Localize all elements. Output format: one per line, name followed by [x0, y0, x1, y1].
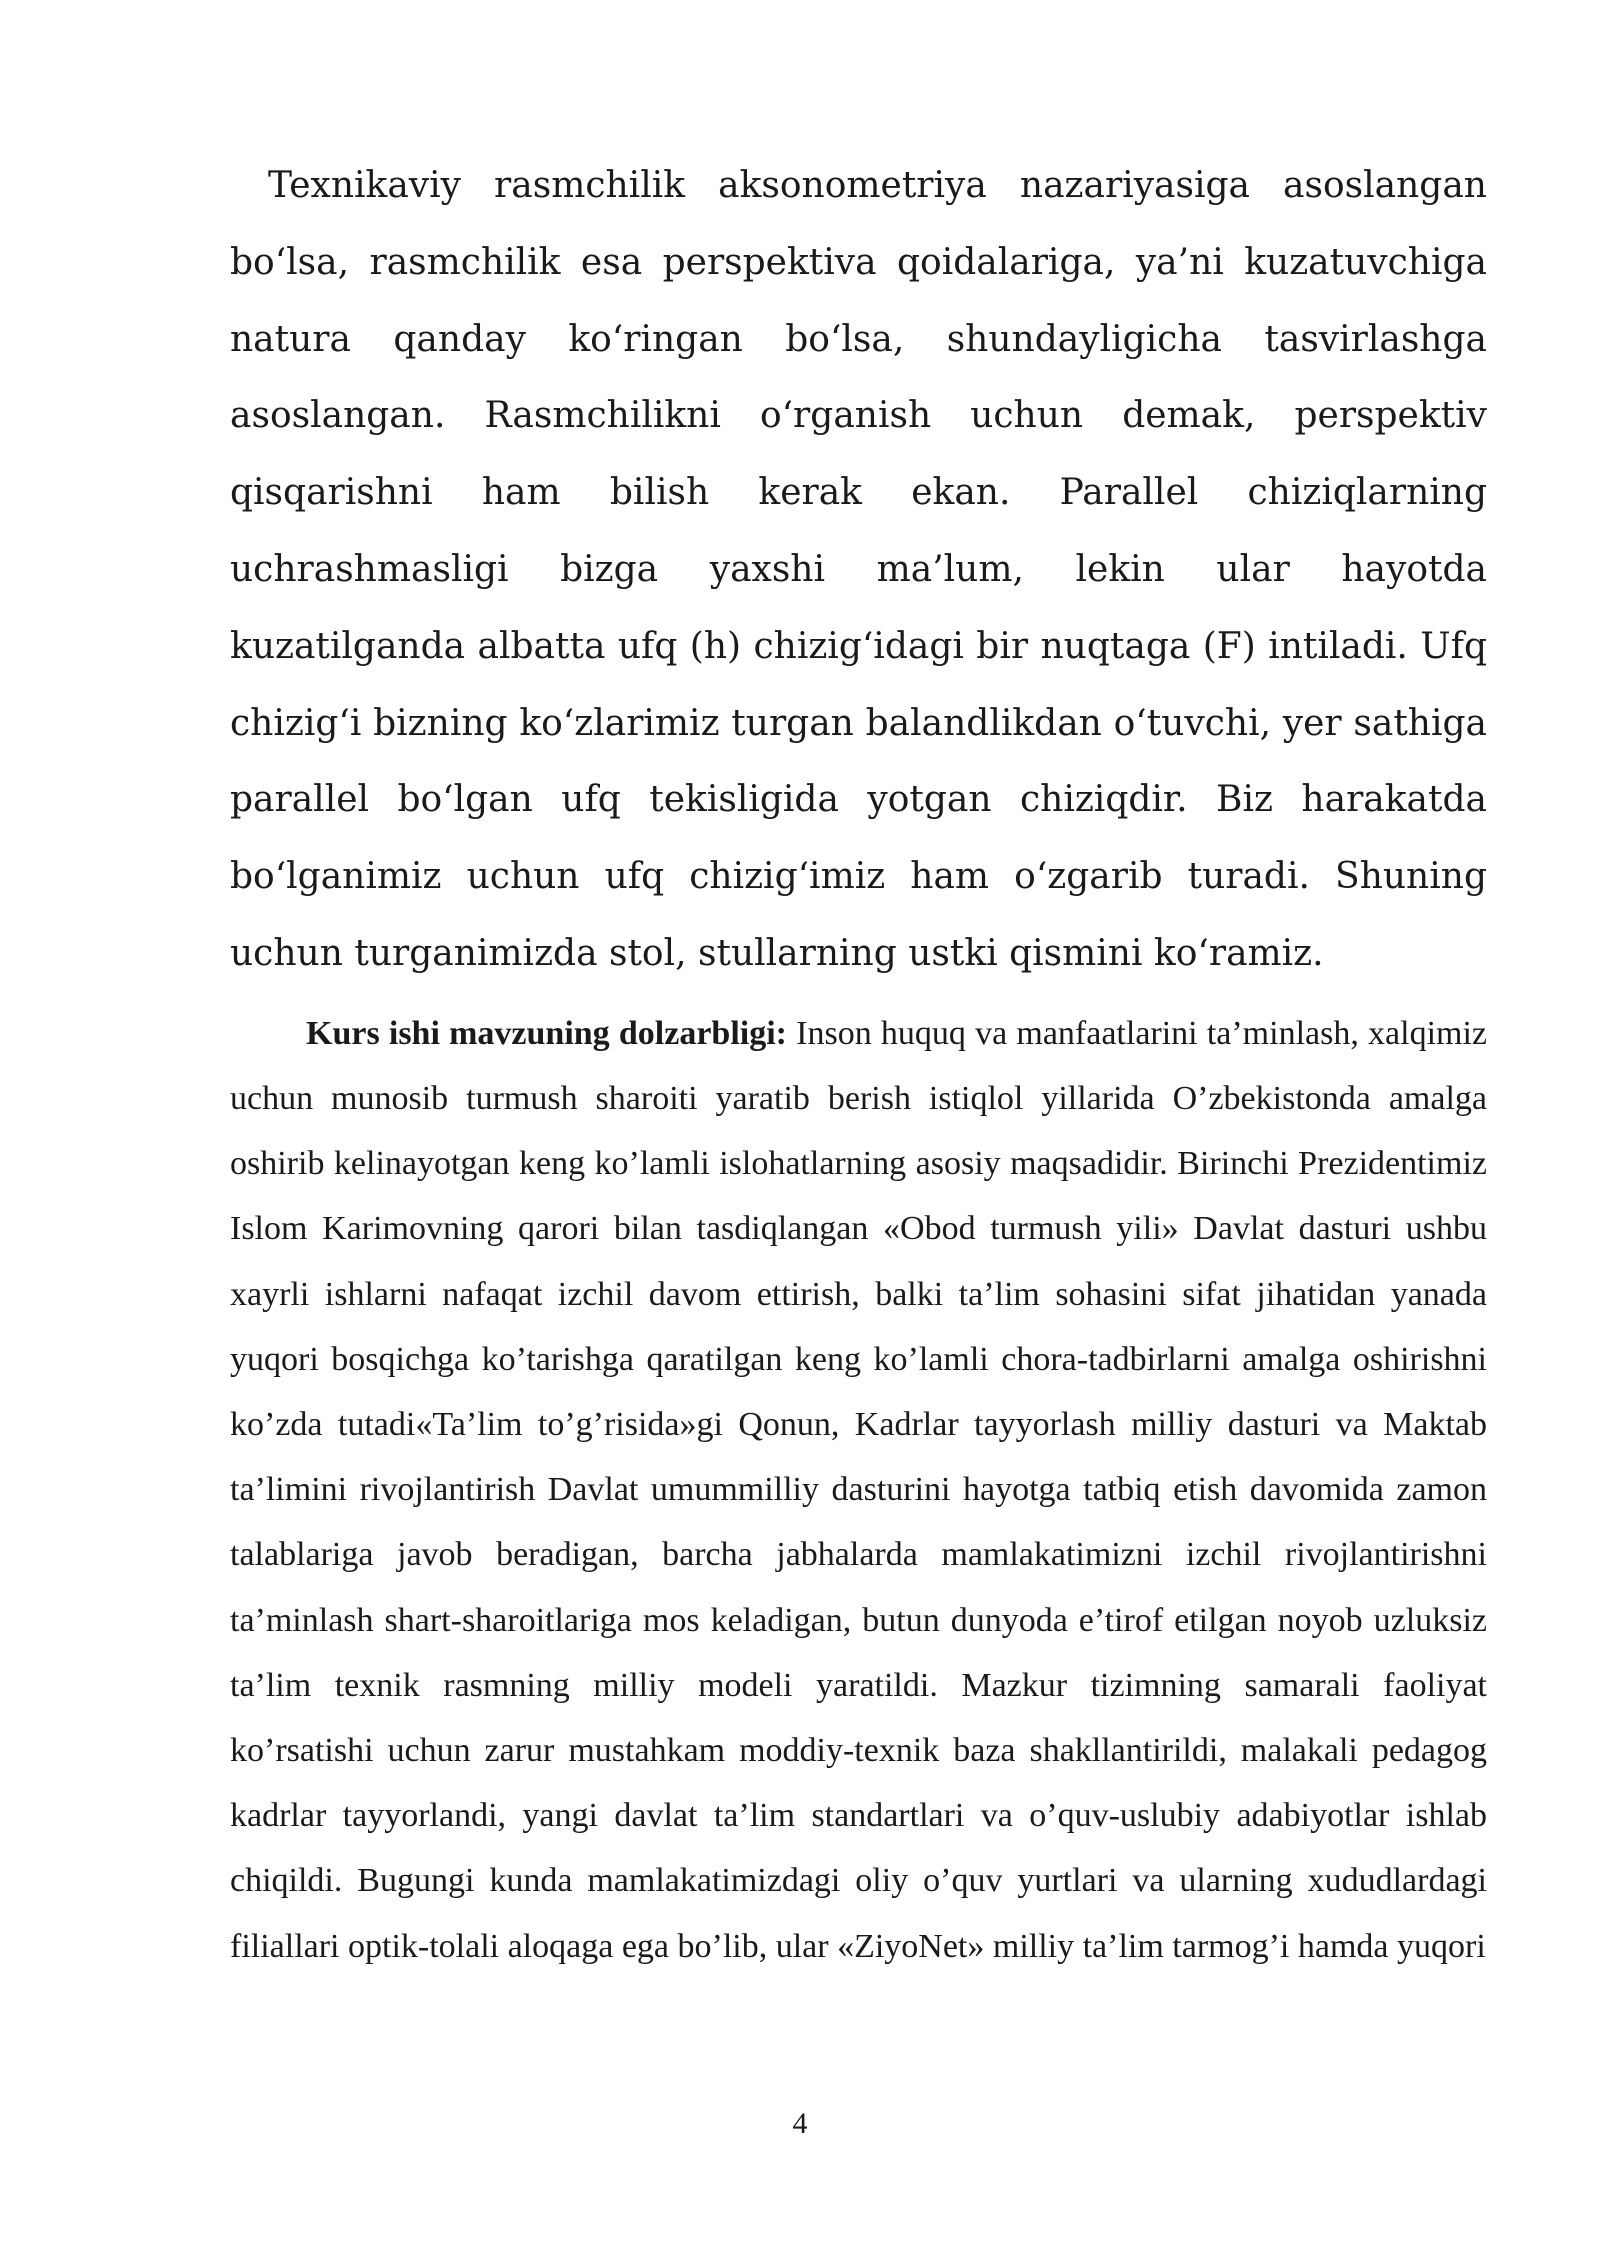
paragraph-relevance-heading: Kurs ishi mavzuning dolzarbligi: [306, 1014, 787, 1052]
document-body [230, 148, 1487, 1979]
paragraph-relevance [230, 1001, 1487, 1979]
paragraph-relevance-text: Inson huquq va manfaatlarini ta’minlash, xalqimiz uchun munosib turmush sharoiti yaratib berish istiqlol yillarida O’zbekistonda amalga oshirib kelinayotgan keng ko’lamli islohatlarning asosiy maqsadidir. Birinchi Prezidentimiz Islom Karimovning qarori bilan tasdiqlangan «Obod turmush yili» Davlat dasturi ushbu xayrli ishlarni nafaqat izchil davom ettirish, balki ta’lim sohasini sifat jihatidan yanada yuqori bosqichga ko’tarishga qaratilgan keng ko’lamli chora-tadbirlarni amalga oshirishni ko’zda tutadi«Ta’lim to’g’risida»gi Qonun, Kadrlar tayyorlash milliy dasturi va Maktab ta’limini rivojlantirish Davlat umummilliy dasturini hayotga tatbiq etish davomida zamon talablariga javob beradigan, barcha jabhalarda mamlakatimizni izchil rivojlantirishni ta’minlash shart-sharoitlariga mos keladigan, butun dunyoda e’tirof etilgan noyob uzluksiz ta’lim texnik rasmning milliy modeli yaratildi. Mazkur tizimning samarali faoliyat ko’rsatishi uchun zarur mustahkam moddiy-texnik baza shakllantirildi, malakali pedagog kadrlar tayyorlandi, yangi davlat ta’lim standartlari va o’quv-uslubiy adabiyotlar ishlab chiqildi. Bugungi kunda mamlakatimizdagi oliy o’quv yurtlari va ularning xududlardagi filiallari optik-tolali aloqaga ega bo’lib, ular «ZiyoNet» milliy ta’lim tarmog’i hamda yuqori [230, 1014, 1488, 1965]
page-number: 4 [792, 2107, 808, 2140]
paragraph-perspective: Texnikaviy rasmchilik aksonometriya nazariyasiga asoslangan bo‘lsa, rasmchilik esa perspektiva qoidalariga, ya’ni kuzatuvchiga natura qanday ko‘ringan bo‘lsa, shundayligicha tasvirlashga asoslangan. Rasmchilikni o‘rganish uchun demak, perspektiv qisqarishni ham bilish kerak ekan. Parallel chiziqlarning uchrashmasligi bizga yaxshi ma’lum, lekin ular hayotda kuzatilganda albatta ufq (h) chizig‘idagi bir nuqtaga (F) intiladi. Ufq chizig‘i bizning ko‘zlarimiz turgan balandlikdan o‘tuvchi, yer sathiga parallel bo‘lgan ufq tekisligida yotgan chiziqdir. Biz harakatda bo‘lganimiz uchun ufq chizig‘imiz ham o‘zgarib turadi. Shuning uchun turganimizda stol, stullarning ustki qismini ko‘ramiz. [230, 165, 1487, 974]
